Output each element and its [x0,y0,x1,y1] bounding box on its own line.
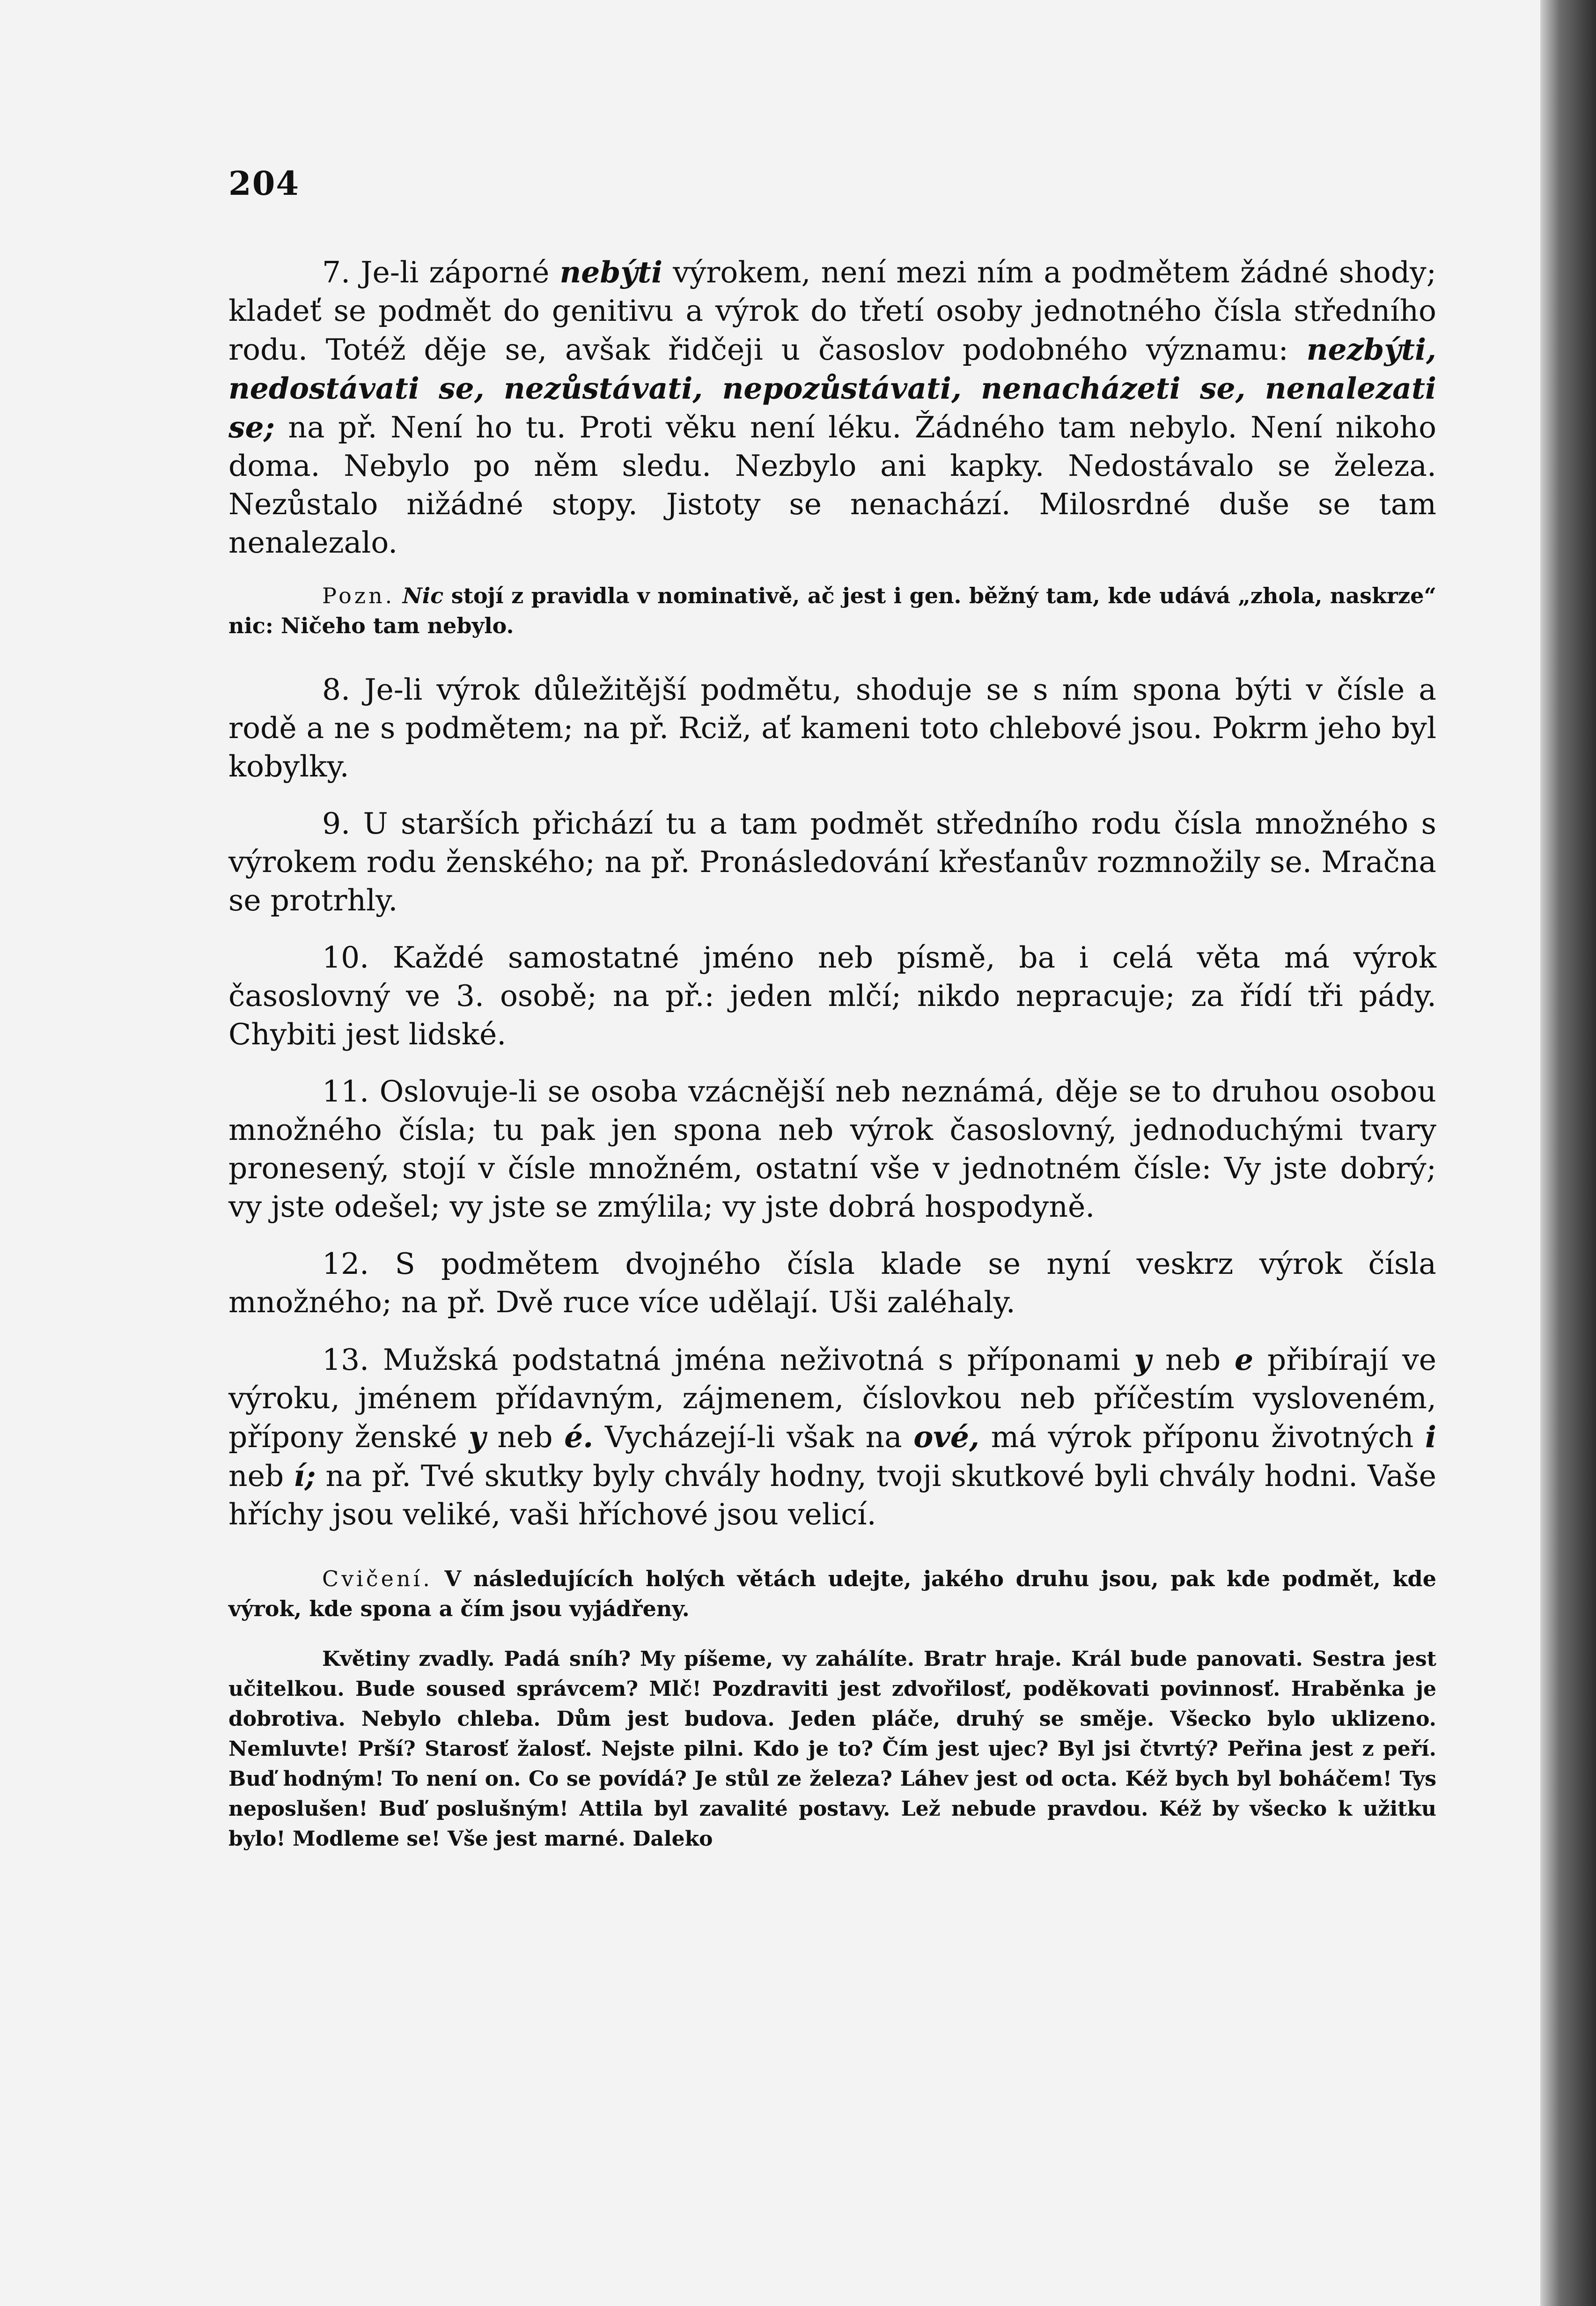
text-span: výrokem, není mezi ním a podmětem žádné shody; kladeť se podmět do genitivu a výrok do třetí osoby jednotného čísla středního rodu. Totéž děje se, avšak řidčeji u časoslov podobného významu: [228,255,1436,367]
italic-suffix: í; [294,1458,316,1493]
text-span: přibírají ve výroku, jménem přídavným, zájmenem, číslovkou neb příčestím vysloveném, přípony ženské [228,1343,1436,1454]
text-span: má výrok příponu životných [979,1420,1426,1454]
note-text: stojí z pravidla v nominativě, ač jest i gen. běžný tam, kde udává „zhola, naskrze“ nic: Ničeho tam nebylo. [228,583,1436,638]
exercise-heading [228,1564,1436,1624]
paragraph-13 [228,1340,1436,1534]
text-span: neb [485,1420,565,1454]
text-span: na př. Tvé skutky byly chvály hodny, tvoji skutkové byli chvály hodni. Vaše hříchy jsou veliké, vaši hříchové jsou velicí. [228,1459,1436,1531]
text-span: neb [1151,1343,1235,1377]
italic-suffix: ové, [913,1419,979,1454]
italic-suffix: é. [564,1419,594,1454]
note-term: Nic [402,583,444,608]
italic-term-list: nezbýti, nedostávati se, nezůstávati, nepozůstávati, nenacházeti se, nenalezati se; [228,332,1436,444]
page-body [228,253,1436,1854]
paragraph-8: 8. Je-li výrok důležitější podmětu, shoduje se s ním spona býti v čísle a rodě a ne s podmětem; na př. Rciž, ať kameni toto chlebové jsou. Pokrm jeho byl kobylky. [228,673,1436,783]
exercise-label: Cvičení. [322,1566,433,1591]
text-span: 13. Mužská podstatná jména neživotná s příponami [322,1343,1134,1377]
italic-suffix: y [1134,1342,1152,1377]
page-number: 204 [228,164,300,203]
paragraph-11: 11. Oslovuje-li se osoba vzácnější neb neznámá, děje se to druhou osobou množného čísla; tu pak jen spona neb výrok časoslovný, jednoduchými tvary pronesený, stojí v čísle množném, ostatní vše v jednotném čísle: Vy jste dobrý; vy jste odešel; vy jste se zmýlila; vy jste dobrá hospodyně. [228,1074,1436,1224]
paragraph-9: 9. U starších přichází tu a tam podmět středního rodu čísla množného s výrokem rodu ženského; na př. Pronásledování křesťanův rozmnožily se. Mračna se protrhly. [228,806,1436,917]
note-label: Pozn. [322,583,395,608]
paragraph-10: 10. Každé samostatné jméno neb písmě, ba i celá věta má výrok časoslovný ve 3. osobě; na př.: jeden mlčí; nikdo nepracuje; za řídí tři pády. Chybiti jest lidské. [228,940,1436,1051]
exercise-sentences: Květiny zvadly. Padá sníh? My píšeme, vy zahálíte. Bratr hraje. Král bude panovati. Sestra jest učitelkou. Bude soused správcem? Mlč! Pozdraviti jest zdvořilosť, poděkovati povinnosť. Hraběnka je dobrotiva. Nebylo chleba. Dům jest budova. Jeden pláče, druhý se směje. Všecko bylo uklizeno. Nemluvte! Prší? Starosť žalosť. Nejste pilni. Kdo je to? Čím jest ujec? Byl jsi čtvrtý? Peřina jest z peří. Buď hodným! To není on. Co se povídá? Je stůl ze železa? Láhev jest od octa. Kéž bych byl boháčem! Tys neposlušen! Buď poslušným! Attila byl zavalité postavy. Lež nebude pravdou. Kéž by všecko k užitku bylo! Modleme se! Vše jest marné. Daleko [228,1647,1436,1851]
paragraph-7 [228,253,1436,562]
text-span: Vycházejí-li však na [593,1420,914,1454]
italic-term: nebýti [559,255,663,289]
italic-suffix: i [1425,1419,1436,1454]
scan-edge-shadow [1540,0,1596,2306]
text-span: 7. Je-li záporné [322,255,560,289]
text-span: neb [228,1459,294,1493]
italic-suffix: y [469,1419,486,1454]
paragraph-12: 12. S podmětem dvojného čísla klade se nyní veskrz výrok čísla množného; na př. Dvě ruce více udělají. Uši zaléhaly. [228,1247,1436,1319]
text-span: na př. Není ho tu. Proti věku není léku. Žádného tam nebylo. Není nikoho doma. Nebylo po něm sledu. Nezbylo ani kapky. Nedostávalo se železa. Nezůstalo nižádné stopy. Jistoty se nenachází. Milosrdné duše se tam nenalezalo. [228,410,1436,560]
note-paragraph [228,581,1436,641]
italic-suffix: e [1234,1342,1254,1377]
exercise-instruction: V následujících holých větách udejte, jakého druhu jsou, pak kde podmět, kde výrok, kde spona a čím jsou vyjádřeny. [228,1566,1436,1621]
